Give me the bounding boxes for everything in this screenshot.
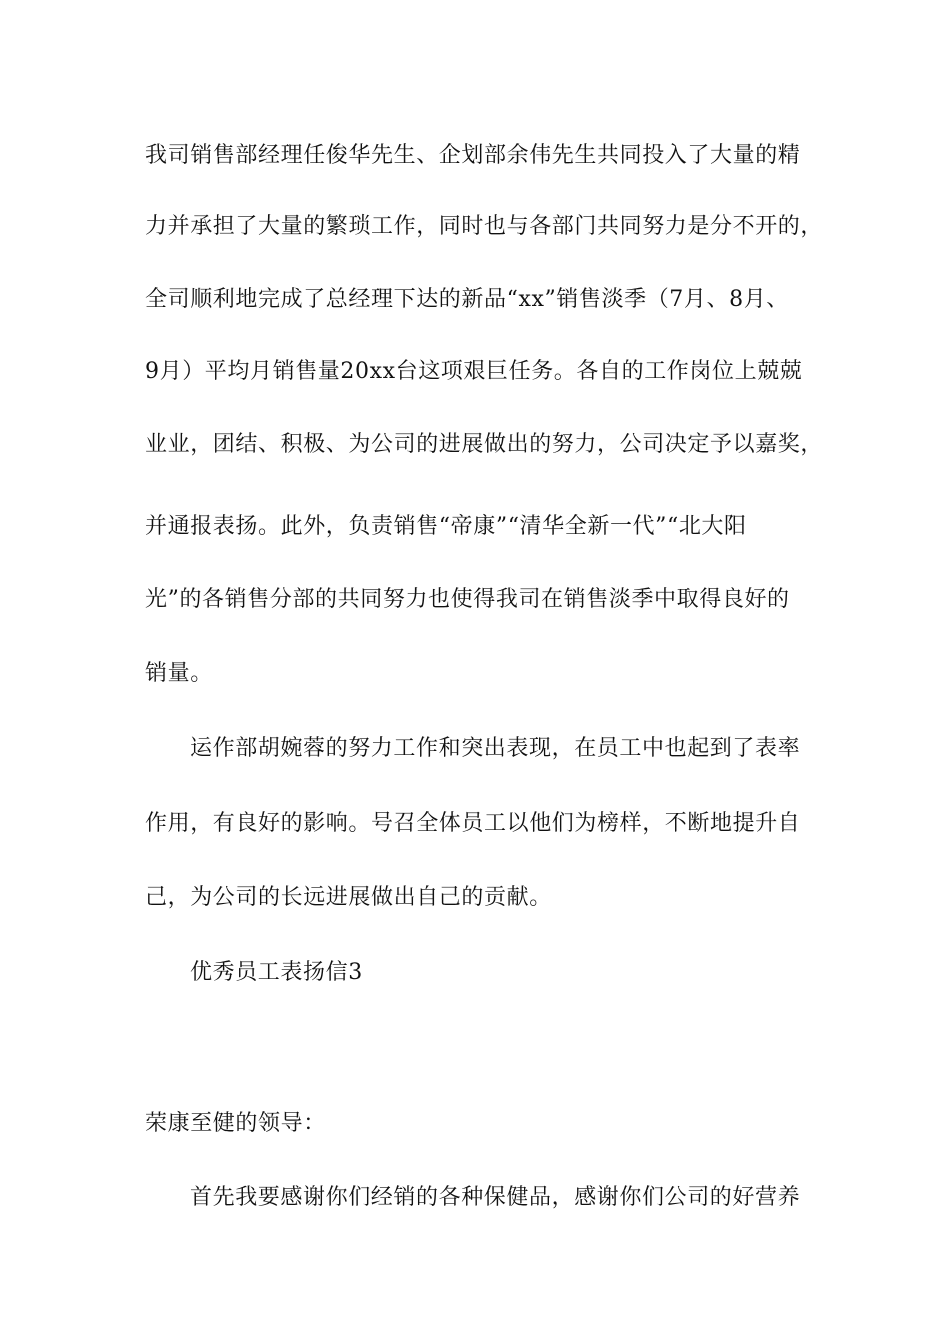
- body-text-line: 并通报表扬。此外，负责销售“帝康”“清华全新一代”“北大阳: [145, 514, 747, 539]
- body-text-line: 光”的各销售分部的共同努力也使得我司在销售淡季中取得良好的: [145, 587, 790, 612]
- paragraph-first-line: 运作部胡婉蓉的努力工作和突出表现，在员工中也起到了表率: [190, 736, 801, 761]
- body-text-line: 销量。: [145, 661, 213, 686]
- section-heading: 优秀员工表扬信3: [190, 960, 363, 985]
- paragraph-first-line: 首先我要感谢你们经销的各种保健品，感谢你们公司的好营养: [190, 1185, 801, 1210]
- body-text-line: 作用，有良好的影响。号召全体员工以他们为榜样，不断地提升自: [145, 811, 801, 836]
- body-text-line: 业业，团结、积极、为公司的进展做出的努力，公司决定予以嘉奖，: [145, 432, 824, 457]
- body-text-line: 全司顺利地完成了总经理下达的新品“xx”销售淡季（7月、8月、: [145, 287, 789, 312]
- body-text-line: 力并承担了大量的繁琐工作，同时也与各部门共同努力是分不开的，: [145, 214, 824, 239]
- body-text-line: 我司销售部经理任俊华先生、企划部余伟先生共同投入了大量的精: [145, 143, 801, 168]
- body-text-line: 己，为公司的长远进展做出自己的贡献。: [145, 885, 552, 910]
- body-text-line: 9月）平均月销售量20xx台这项艰巨任务。各自的工作岗位上兢兢: [145, 359, 803, 384]
- salutation: 荣康至健的领导：: [145, 1111, 326, 1136]
